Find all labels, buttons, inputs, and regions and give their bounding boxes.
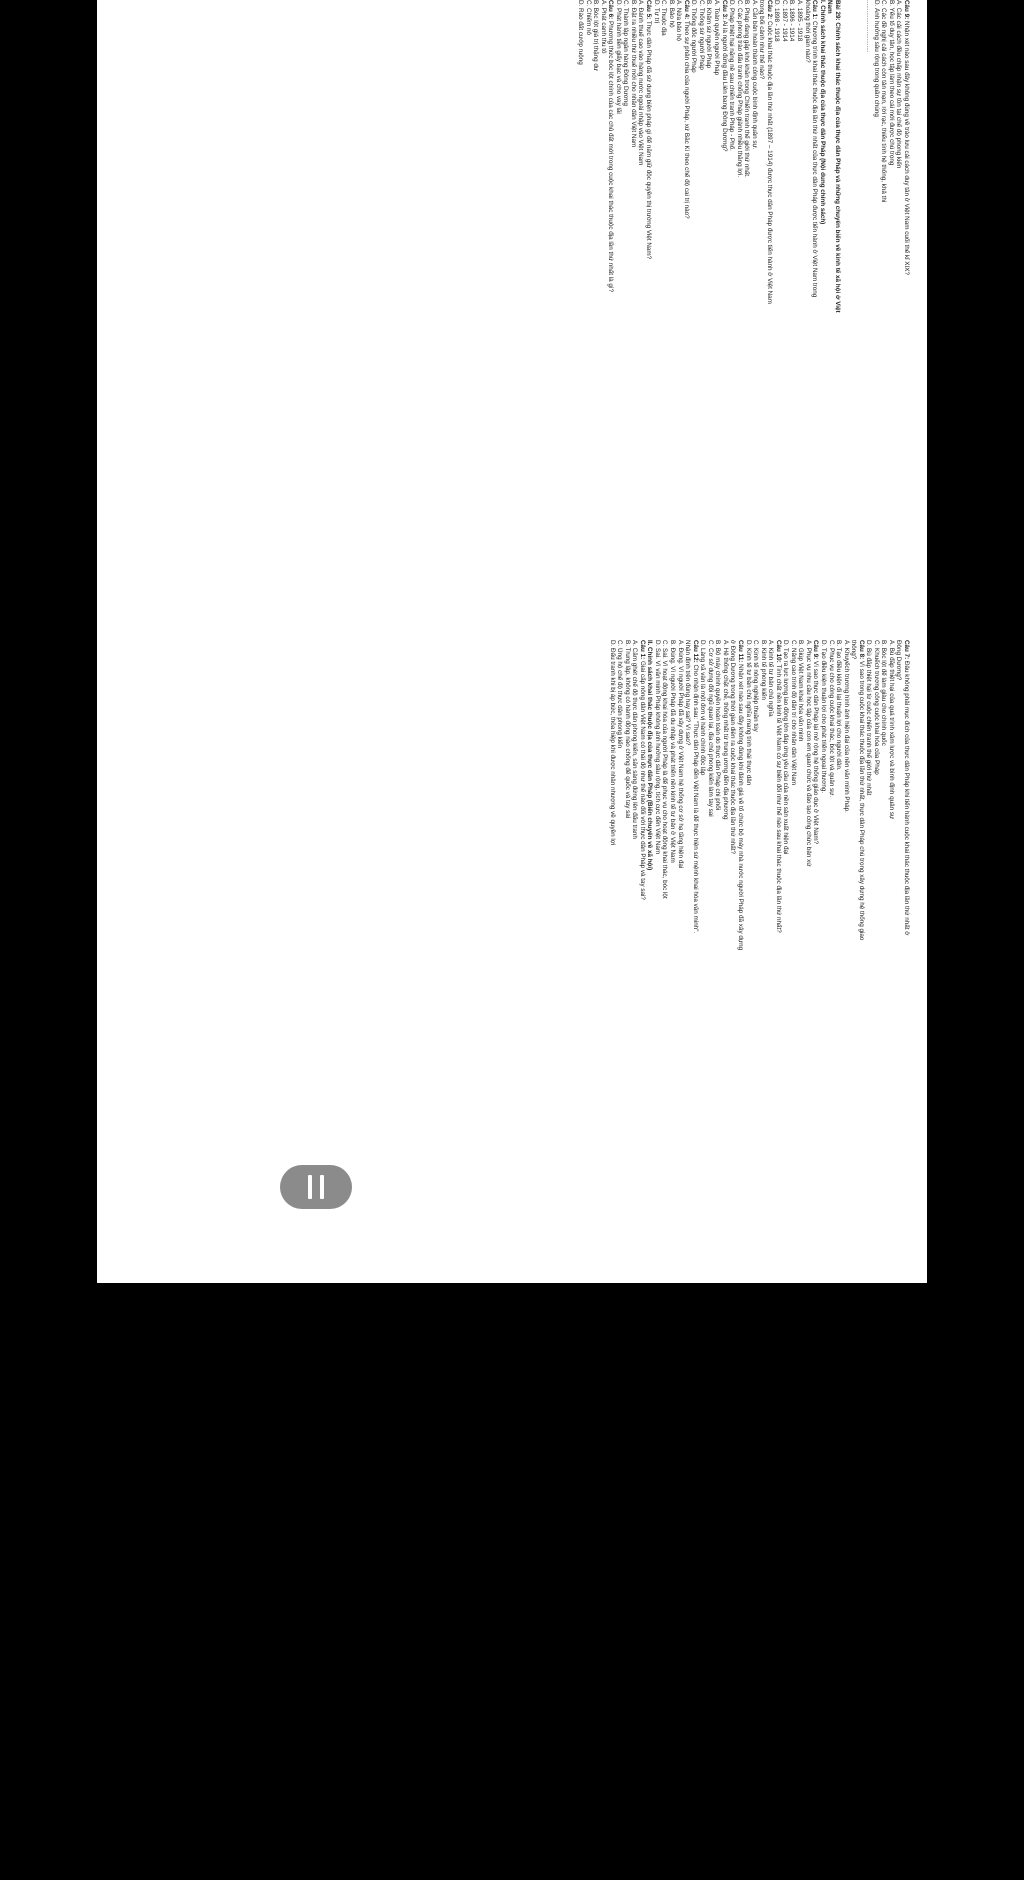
question-label: Câu 9: bbox=[812, 640, 820, 660]
line-text: .............................. bbox=[865, 0, 873, 53]
line-text: Cho nhận định sau: "Thực dân Pháp đến Việt Nam là để thực hiện sứ mệnh khai hóa văn minh". bbox=[691, 662, 699, 934]
text-line bbox=[827, 640, 835, 1880]
line-text: C. Cơ sở dựng đội ngũ quan lại, địa chủ phong kiến làm tay sai bbox=[706, 640, 714, 817]
line-text: A. Phục vụ nhu cầu học tập của con em quan chức và đào tạo công chức bản xứ bbox=[804, 640, 812, 867]
line-text: B. Trung lập, không có hành động nào chống đế quốc và tay sai bbox=[623, 640, 631, 819]
line-text: B. Yếu tố duy tân, học tập làm theo cái mới được chú trọng bbox=[887, 0, 895, 166]
line-text: B. 1896 - 1914 bbox=[788, 0, 796, 42]
line-text: Phương thức bóc lột chính của các chủ đất mới trong cuộc khai thác thuộc địa lần thứ nhất là gì? bbox=[607, 19, 615, 293]
text-line bbox=[887, 640, 895, 1880]
line-text: D. Sai. Vì văn minh Pháp không ảnh hưởng sâu rộng, tích cực đến Việt Nam bbox=[653, 640, 661, 855]
line-text: A. Toàn quyền người Pháp bbox=[712, 0, 720, 76]
text-line bbox=[767, 640, 775, 1880]
line-text: Cuộc khai thác thuộc địa lần thứ nhất (1897 – 1914) được thực dân Pháp được tiến hành ở Việt Nam bbox=[765, 19, 773, 304]
question-label: II. Chính sách khai thác thuộc địa của thực dân Pháp (Biến chuyển về xã hội) bbox=[646, 640, 654, 871]
line-text: Nhận xét nào sau đây không đúng khi đánh giá về tổ chức bộ máy nhà nước người Pháp đã xây dựng bbox=[736, 662, 744, 951]
line-text: trong bối cảnh như thế nào? bbox=[758, 0, 766, 80]
question-label: Câu 12: bbox=[691, 640, 699, 663]
line-text: D. Ảnh hưởng sâu rộng trong quần chúng bbox=[872, 0, 880, 117]
line-text: A. Khuyếch trương hình ảnh hiện đại của nền văn minh Pháp. bbox=[842, 640, 850, 813]
line-text: A. Bù đắp thiệt hại của quá trình xâm lược và bình định quân sự bbox=[887, 640, 895, 820]
text-line bbox=[699, 640, 707, 1880]
line-text: C. Thống sứ người Pháp bbox=[697, 0, 705, 70]
text-line bbox=[661, 640, 669, 1880]
page-column-2 bbox=[608, 640, 910, 1880]
document-page bbox=[97, 0, 927, 1283]
line-text: D. Phát hành tiền giấy bạc và cho vay lãi bbox=[614, 0, 622, 114]
text-line bbox=[759, 640, 767, 1880]
line-text: ở Đông Dương trong thời gian diễn ra cuộc khai thác thuộc địa lần thứ nhất? bbox=[729, 640, 737, 855]
text-line bbox=[804, 640, 812, 1880]
question-label: I. Chính sách khai thác thuộc địa của thực dân Pháp (Nội dung chính sách) bbox=[818, 0, 826, 225]
text-line bbox=[812, 640, 820, 1880]
question-label: Câu 5: bbox=[645, 0, 653, 20]
line-text: C. Khuếch trương công cuộc khai hóa của Pháp bbox=[872, 640, 880, 775]
text-line bbox=[599, 0, 607, 1240]
text-line bbox=[584, 0, 592, 1240]
text-line bbox=[616, 640, 624, 1880]
text-line bbox=[729, 640, 737, 1880]
line-text: B. Pháp đang gặp khó khăn trong Chiến tranh thế giới thứ nhất. bbox=[743, 0, 751, 178]
text-line bbox=[706, 640, 714, 1880]
line-text: D. Tự trị bbox=[652, 0, 660, 23]
text-line bbox=[744, 640, 752, 1880]
text-line bbox=[752, 640, 760, 1880]
text-line bbox=[714, 640, 722, 1880]
line-text: D. Tạo điều kiện thuận lợi cho phát triển ngoại thương. bbox=[819, 640, 827, 794]
line-text: B. Kinh tế phong kiến bbox=[759, 640, 767, 700]
text-line bbox=[684, 640, 692, 1880]
line-text: C. Các đề nghị cải cách còn tản mạn, rời rạc, thiếu tính hệ thống, khả thi bbox=[880, 0, 888, 203]
question-label: Câu 4: bbox=[682, 0, 690, 20]
line-text: A. Căn bản hoàn thành công cuộc bình định quân sự. bbox=[750, 0, 758, 150]
question-label: Nam bbox=[826, 0, 834, 14]
text-line bbox=[608, 640, 616, 1880]
text-line bbox=[669, 640, 677, 1880]
line-text: A. Hệ thống chặt chẽ, thống nhất từ trung ương đến địa phương bbox=[721, 640, 729, 820]
question-label: Câu 9: bbox=[903, 0, 910, 20]
question-label: Câu 2: bbox=[765, 0, 773, 20]
line-text: C. Kinh tế nông nghiệp thuần túy bbox=[752, 640, 760, 732]
text-line bbox=[691, 640, 699, 1880]
line-text: C. Thuộc địa bbox=[660, 0, 668, 36]
text-line bbox=[638, 640, 646, 1880]
line-text: C. Nâng cao trình độ dân trí cho nhân dân Việt Nam bbox=[789, 640, 797, 786]
question-label: Câu 3: bbox=[720, 0, 728, 20]
line-text: Vì sao thực dân Pháp lại mở rộng hệ thống giáo dục ở Việt Nam? bbox=[812, 659, 820, 845]
question-label: Câu 11: bbox=[736, 640, 744, 663]
line-text: B. Đặt ra nhiều thứ thuế mới cho nhân dân Việt Nam bbox=[629, 0, 637, 148]
question-label: Câu 10: bbox=[774, 640, 782, 663]
text-line bbox=[774, 640, 782, 1880]
question-label: Câu 1: bbox=[638, 640, 646, 660]
line-text: D. 1898 - 1918 bbox=[773, 0, 781, 42]
question-label: Câu 8: bbox=[857, 640, 865, 660]
text-line bbox=[631, 640, 639, 1880]
line-text: C. Thành lập ngân hàng Đông Dương bbox=[622, 0, 630, 106]
text-line bbox=[857, 640, 865, 1880]
line-text: Ai là người đứng đầu Liên bang Đông Dương? bbox=[720, 19, 728, 152]
line-text: D. Thống đốc người Pháp bbox=[690, 0, 698, 73]
text-line bbox=[789, 640, 797, 1880]
line-text: Giai cấp nông dân Việt Nam có thái độ như thế nào đối với thực dân Pháp và tay sai? bbox=[638, 659, 646, 900]
text-line bbox=[782, 640, 790, 1880]
line-text: B. Giúp Việt Nam khai hóa văn minh bbox=[797, 640, 805, 742]
line-text: khoảng thời gian nào? bbox=[803, 0, 811, 63]
text-line bbox=[850, 640, 858, 1880]
text-line bbox=[819, 640, 827, 1880]
line-text: A. 1895 - 1918 bbox=[795, 0, 803, 42]
line-text: D. Tạo ra lực lượng lao động lớn đáp ứng yêu cầu của nền sản xuất hiện đại bbox=[782, 640, 790, 855]
line-text: A. Kinh tế tư bản chủ nghĩa bbox=[767, 640, 775, 717]
line-text: Vì sao trong cuộc khai thác thuộc địa lần thứ nhất, thực dân Pháp chú trọng xây dựng hệ thống giao bbox=[857, 659, 865, 941]
question-label: Câu 1: bbox=[811, 0, 819, 20]
text-line bbox=[865, 640, 873, 1880]
text-line bbox=[835, 640, 843, 1880]
question-label: Câu 6: bbox=[607, 0, 615, 20]
line-text: D. Kinh tế tư bản chủ nghĩa mang tính thái thực dân bbox=[744, 640, 752, 786]
line-text: B. Bóc lột để làm giàu cho chính quốc bbox=[880, 640, 888, 746]
text-line bbox=[797, 640, 805, 1880]
line-text: C. Sai. Vì hoạt động khai hóa của người Pháp là để phục vụ cho hoạt động khai thác, bóc lột bbox=[661, 640, 669, 899]
text-line bbox=[872, 640, 880, 1880]
line-text: D. Pháp thiệt hại nặng nề sau chiến tranh Pháp - Phổ. bbox=[728, 0, 736, 151]
line-text: C. Phục vụ cho công cuộc khai thác, bóc lột và quân sự. bbox=[827, 640, 835, 798]
text-line bbox=[902, 640, 910, 1880]
text-line bbox=[577, 0, 585, 1240]
pause-button[interactable] bbox=[280, 1165, 352, 1209]
text-line bbox=[676, 640, 684, 1880]
text-line bbox=[842, 640, 850, 1880]
text-line bbox=[736, 640, 744, 1880]
text-line bbox=[895, 640, 903, 1880]
line-text: Thực dân Pháp đã sử dụng biện pháp gì để nắm giữ độc quyền thị trường Việt Nam? bbox=[645, 19, 653, 260]
line-text: A. Căm ghét chế độ thực dân phong kiến, sẵn sàng đứng lên đấu tranh bbox=[631, 640, 639, 839]
line-text: A. Đúng. Vì người Pháp đã xây dựng ở Việt Nam hệ thống cơ sở hạ tầng hiện đại bbox=[676, 640, 684, 869]
question-label: Bài 29: Chính sách khai thác thuộc địa của thực dân Pháp và những chuyển biến về kinh tế xã hội ở Việt bbox=[833, 0, 841, 313]
line-text: A. Nửa bảo hộ bbox=[675, 0, 683, 41]
line-text: Đông Dương? bbox=[895, 640, 903, 681]
line-text: A. Phát canh thu tô bbox=[599, 0, 607, 54]
text-line bbox=[880, 640, 888, 1880]
line-text: A. Các cải cách đều chấp nhận sự tồn tại chế độ phong kiến bbox=[895, 0, 903, 169]
line-text: Tính chất nền kinh tế Việt Nam có sự biến đổi như thế nào sau khai thác thuộc địa lần thứ nhất? bbox=[774, 662, 782, 933]
text-line bbox=[623, 640, 631, 1880]
text-line bbox=[721, 640, 729, 1880]
line-text: B. Bảo hộ bbox=[667, 0, 675, 28]
line-text: Nhận định trên đúng hay sai? Vì sao? bbox=[684, 640, 692, 746]
line-text: C. 1897 - 1914 bbox=[780, 0, 788, 42]
line-text: Chương trình khai thác thuộc địa lần thứ nhất của thực dân Pháp được tiến hành ở Việt Nam trong bbox=[811, 19, 819, 298]
line-text: B. Bóc lột giá trị thặng dư bbox=[592, 0, 600, 72]
line-text: B. Đúng. Vì người Pháp đã du nhập và phát triển nền kinh tế tư bản ở Việt Nam bbox=[669, 640, 677, 863]
line-text: Đâu không phải mục đích của thực dân Pháp khi tiến hành cuộc khai thác thuộc địa lần thứ nhất ở bbox=[903, 659, 910, 936]
line-text: thông? bbox=[850, 640, 858, 660]
line-text: D. Đấu tranh khi bị áp bức, thỏa hiệp khi được nhân nhượng về quyền lợi bbox=[608, 640, 616, 846]
line-text: B. Bộ máy chính quyền hoàn toàn do thực dân Pháp chi phối bbox=[714, 640, 722, 811]
question-label: Câu 7: bbox=[903, 640, 910, 660]
line-text: A. Đánh thuế cao vào hàng nước ngoài nhập vào Việt Nam bbox=[637, 0, 645, 166]
text-line bbox=[653, 640, 661, 1880]
pause-icon-bar-right bbox=[320, 1175, 324, 1199]
line-text: Theo sự phân chia của người Pháp, xứ Bắc Kì theo chế độ cai trị nào? bbox=[682, 19, 690, 219]
text-line bbox=[592, 0, 600, 1240]
text-line bbox=[646, 640, 654, 1880]
line-text: B. Tạo điều kiện đi lại thuận lợi cho người dân. bbox=[835, 640, 843, 771]
line-text: Nhận xét nào sau đây không đúng về trào lưu cải cách duy tân ở Việt Nam cuối thế kỉ XIX? bbox=[903, 19, 910, 275]
line-text: D. Làng xã vẫn là một đơn vị hành chính độc lập bbox=[699, 640, 707, 776]
line-text: D. Rào đất cướp ruộng bbox=[577, 0, 585, 65]
line-text: D. Bù đắp thiệt hại từ cuộc chiến tranh thế giới thứ nhất bbox=[865, 640, 873, 796]
line-text: C. Chiếm nô bbox=[584, 0, 592, 35]
line-text: C. Các phong trào đấu tranh chống Pháp giành nhiều thắng lợi. bbox=[735, 0, 743, 178]
line-text: B. Khâm sứ người Pháp bbox=[705, 0, 713, 69]
line-text: C. Ủng hộ chế độ thực dân phong kiến bbox=[616, 640, 624, 749]
pause-icon-bar-left bbox=[308, 1175, 312, 1199]
